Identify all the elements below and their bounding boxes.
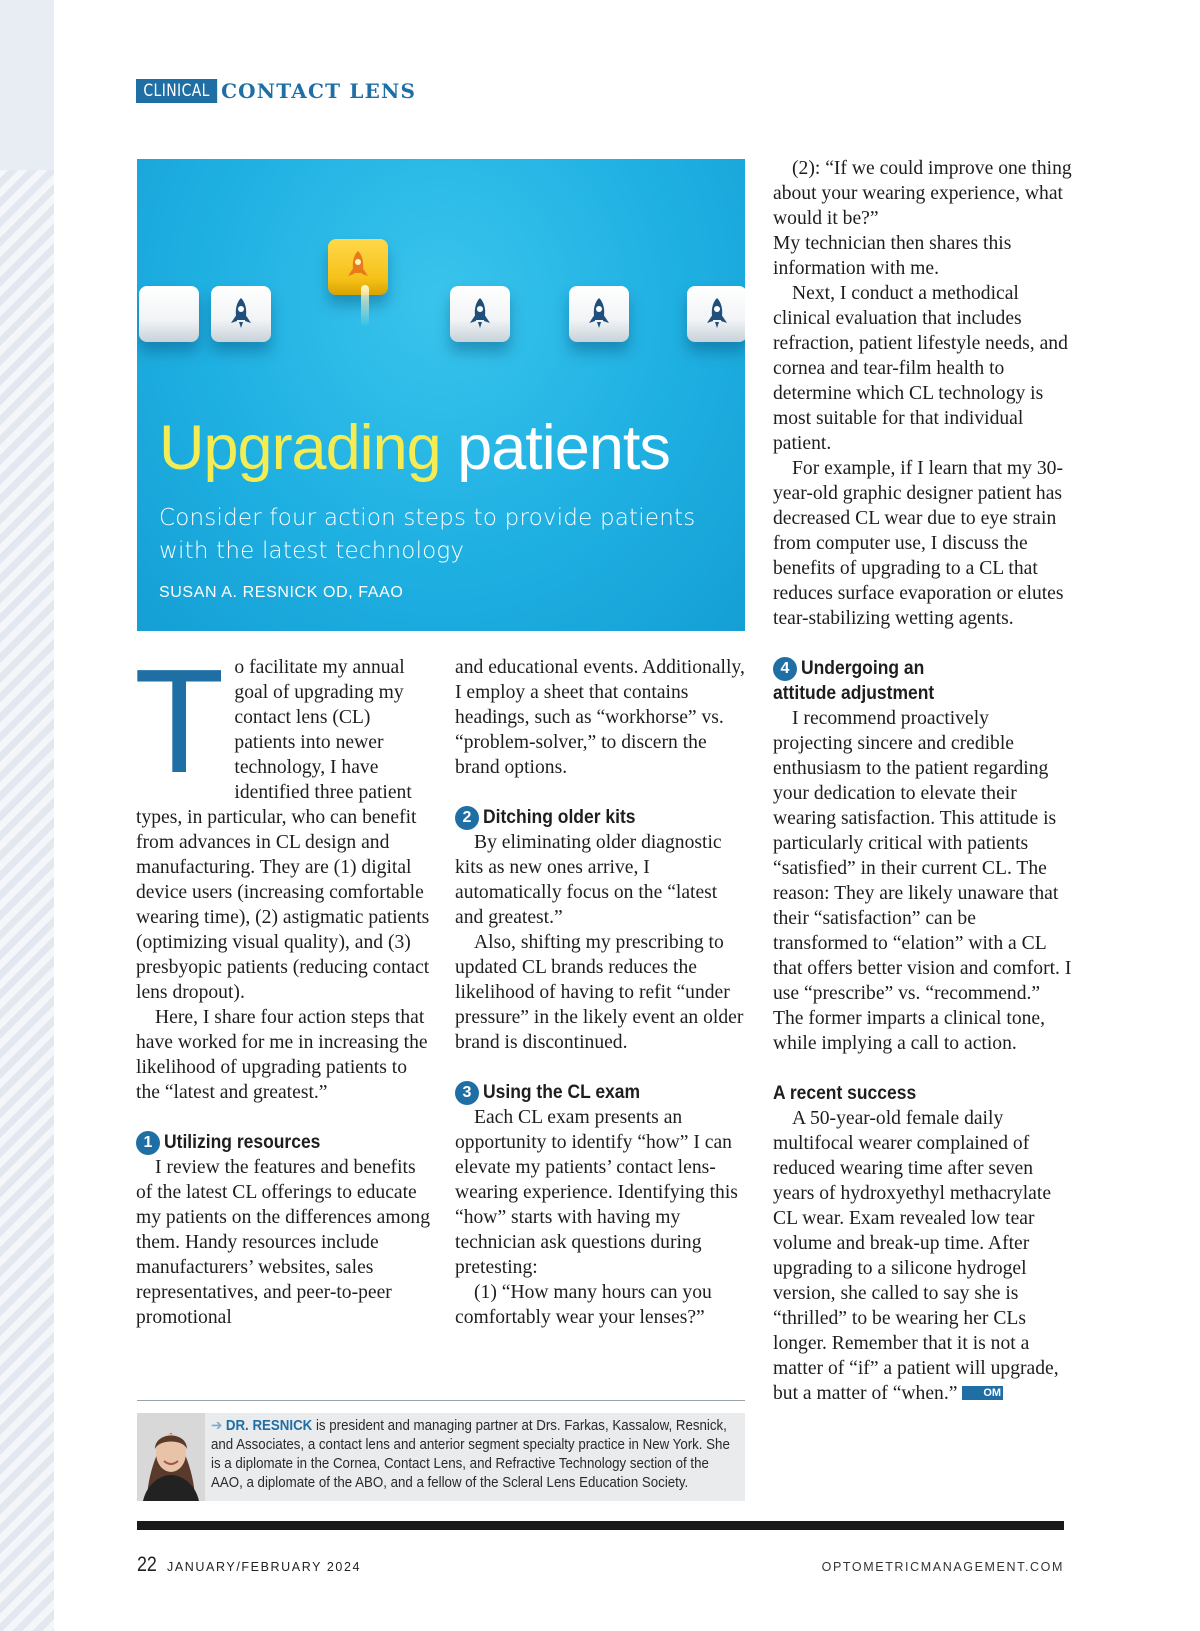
rocket-icon [702,296,732,332]
author-photo [137,1413,205,1501]
article-author: SUSAN A. RESNICK OD, FAAO [159,584,404,601]
author-bio-box [137,1413,745,1501]
step-heading-text: Ditching older kits [483,807,636,828]
footer-rule [137,1521,1064,1530]
step-heading-text: Using the CL exam [483,1082,641,1103]
step-heading-1 [136,1130,431,1155]
intro-paragraph-2: Here, I share four action steps that have worked for me in increasing the likelihood of upgrading patients to the “latest and greatest.” [136,1007,428,1103]
keyboard-key [450,286,510,342]
step3-question-1: (1) “How many hours can you comfortably wear your lenses?” [455,1282,712,1328]
text-column-3 [773,156,1073,1406]
step-heading-2 [455,805,747,830]
step1-paragraph: I review the features and benefits of the latest CL offerings to educate my patients on the differences among them. Handy resources include manufacturers’ websites, sales representatives, and peer-to-peer promotional [136,1157,431,1328]
rocket-icon [226,296,256,332]
keyboard-key [687,286,745,342]
step3-question-2: (2): “If we could improve one thing about your wearing experience, what would it be?” [773,158,1072,229]
author-bio-body: is president and managing partner at Drs. Farkas, Kassalow, Resnick, and Associates, a contact lens and anterior segment specialty practice in New York. She is a diplomate in the Cornea, Contact Lens, and Refractive Technology section of the AAO, a diplomate of the ABO, and a fellow of the Scleral Lens Education Society. [211,1418,730,1491]
step1-paragraph-continued: and educational events. Additionally, I employ a sheet that contains headings, such as “workhorse” vs. “problem-solver,” to discern the brand options. [455,657,745,778]
title-rest: patients [457,413,670,483]
step3-paragraph-2: My technician then shares this information with me. [773,233,1012,279]
step-heading-text: Utilizing resources [164,1132,321,1153]
author-bio-text [211,1417,739,1493]
section-label: CLINICAL [136,79,217,103]
divider [137,1400,745,1401]
step4-paragraph: I recommend proactively projecting sincere and credible enthusiasm to the patient regarding your dedication to elevate their wearing satisfaction. This attitude is particularly critical with patients “satisfied” in their current CL. The reason: They are likely unaware that their “satisfaction” can be transformed to “elation” with a CL that offers better vision and comfort. I use “prescribe” vs. “recommend.” The former imparts a clinical tone, while implying a call to action. [773,708,1072,1054]
title-highlight: Upgrading [159,413,441,483]
page-edge-top [0,0,54,170]
end-mark-badge: OM [962,1386,1003,1400]
step-heading-4 [773,656,1073,706]
topic-label: CONTACT LENS [221,78,417,103]
issue-date: JANUARY/FEBRUARY 2024 [167,1560,362,1574]
article-title [159,412,670,484]
text-column-1 [134,639,431,1330]
page-number: 22 [137,1553,157,1576]
author-portrait-icon [137,1413,205,1501]
success-paragraph [773,1106,1073,1406]
success-text: A 50-year-old female daily multifocal wearer complained of reduced wearing time after seven years of hydroxyethyl methacrylate CL wear. Exam revealed low tear volume and break-up time. After upgrading to a silicone hydrogel version, she called to say she is “thrilled” to be wearing her CLs longer. Remember that it is not a matter of “if” a patient will upgrade, but a matter of “when.” [773,1108,1059,1404]
article-subtitle: Consider four action steps to provide patients with the latest technology [159,505,696,564]
step-heading-text: Undergoing an [801,658,925,679]
arrow-icon: ➔ [211,1418,223,1434]
keyboard-key-highlighted [328,239,388,295]
author-bio-name: DR. RESNICK [225,1418,313,1434]
step-number-badge: 2 [455,806,479,830]
step3-paragraph-3: Next, I conduct a methodical clinical evaluation that includes refraction, patient lifestyle needs, and cornea and tear-film health to determine which CL technology is most suitable for that individual patient. [773,283,1068,454]
section-header [136,77,416,104]
rocket-icon [584,296,614,332]
step2-paragraph-2: Also, shifting my prescribing to updated CL brands reduces the likelihood of having to refit “under pressure” in the likely event an older brand is discontinued. [455,932,744,1053]
text-column-2 [455,655,747,1330]
page-edge-decoration [0,0,54,1631]
rocket-exhaust [361,285,369,327]
rocket-icon [465,296,495,332]
step3-paragraph-1: Each CL exam presents an opportunity to identify “how” I can elevate my patients’ contact lens-wearing experience. Identifying this “how” starts with having my technician ask questions during pretesting: [455,1107,738,1278]
step2-paragraph-1: By eliminating older diagnostic kits as new ones arrive, I automatically focus on the “latest and greatest.” [455,832,722,928]
success-heading [773,1081,1073,1106]
step-number-badge: 4 [773,657,797,681]
keyboard-key [139,286,199,342]
step-number-badge: 3 [455,1081,479,1105]
keyboard-key [569,286,629,342]
step-heading-3 [455,1080,747,1105]
drop-cap: T [134,639,225,804]
rocket-launch-icon [343,249,373,285]
step3-paragraph-4: For example, if I learn that my 30-year-old graphic designer patient has decreased CL wear due to eye strain from computer use, I discuss the benefits of upgrading to a CL that reduces surface evaporation or elutes tear-stabilizing wetting agents. [773,458,1064,629]
hero-image [137,159,745,631]
step-heading-text-line2: attitude adjustment [773,683,935,704]
success-heading-text: A recent success [773,1083,917,1104]
keyboard-key [211,286,271,342]
site-url: OPTOMETRICMANAGEMENT.COM [821,1560,1064,1574]
intro-paragraph: o facilitate my annual goal of upgrading my contact lens (CL) patients into newer technology, I have identified three patient types, in particular, who can benefit from advances in CL design and manufacturing. They are (1) digital device users (increasing comfortable wearing time), (2) astigmatic patients (optimizing visual quality), and (3) presbyopic patients (reducing contact lens dropout). [136,657,430,1003]
step-number-badge: 1 [136,1131,160,1155]
